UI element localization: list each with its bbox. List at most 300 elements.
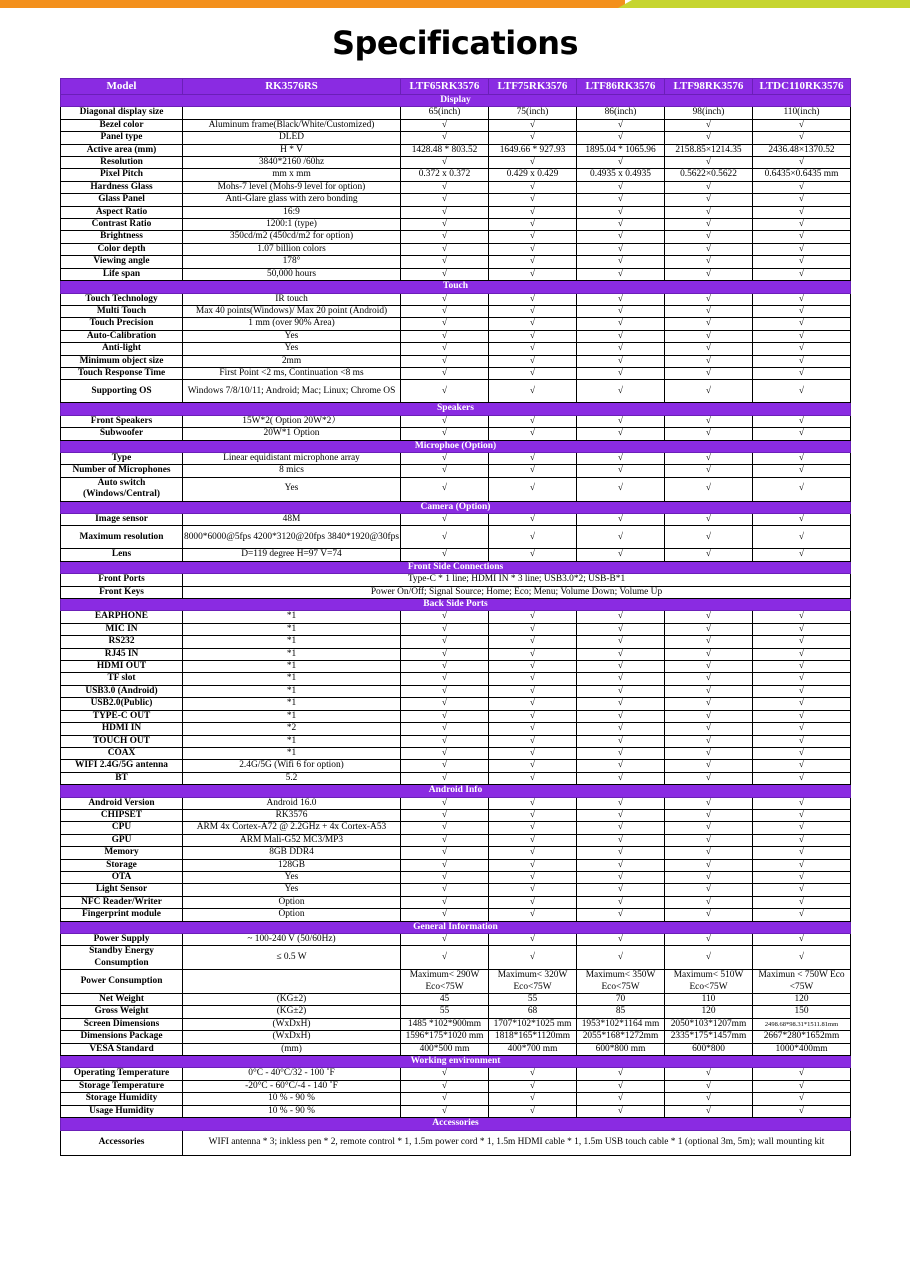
spec-label: Usage Humidity — [61, 1105, 183, 1117]
spec-model-value: √ — [753, 157, 851, 169]
spec-row — [61, 169, 851, 181]
spec-row — [61, 477, 851, 501]
spec-model-value: 1953*102*1164 mm — [577, 1018, 665, 1030]
spec-label: WIFI 2.4G/5G antenna — [61, 760, 183, 772]
spec-common-value: ~ 100-240 V (50/60Hz) — [183, 934, 401, 946]
spec-model-value: √ — [577, 909, 665, 921]
spec-common-value: *1 — [183, 710, 401, 722]
spec-row — [61, 380, 851, 403]
spec-model-value: √ — [401, 330, 489, 342]
spec-row — [61, 909, 851, 921]
spec-model-value: √ — [753, 1105, 851, 1117]
spec-common-value: IR touch — [183, 293, 401, 305]
spec-row — [61, 1018, 851, 1030]
spec-row — [61, 574, 851, 586]
spec-common-value — [183, 107, 401, 119]
spec-model-value: √ — [401, 1080, 489, 1092]
spec-row — [61, 797, 851, 809]
spec-row — [61, 934, 851, 946]
spec-model-value: √ — [577, 871, 665, 883]
spec-label: Touch Precision — [61, 318, 183, 330]
spec-model-value: √ — [577, 415, 665, 427]
spec-label: CHIPSET — [61, 809, 183, 821]
spec-model-value: √ — [753, 355, 851, 367]
spec-row — [61, 256, 851, 268]
spec-model-value: √ — [753, 661, 851, 673]
spec-row — [61, 549, 851, 561]
spec-common-value: Aluminum frame(Black/White/Customized) — [183, 119, 401, 131]
spec-common-value: D=119 degree H=97 V=74 — [183, 549, 401, 561]
spec-model-value: √ — [401, 623, 489, 635]
spec-model-value: √ — [401, 909, 489, 921]
spec-row — [61, 772, 851, 784]
spec-row — [61, 611, 851, 623]
spec-row — [61, 144, 851, 156]
spec-model-value: √ — [401, 772, 489, 784]
spec-label: Life span — [61, 268, 183, 280]
spec-model-value: √ — [489, 243, 577, 255]
spec-row — [61, 452, 851, 464]
spec-model-value: √ — [577, 1080, 665, 1092]
spec-model-value: √ — [753, 636, 851, 648]
spec-model-value: √ — [489, 119, 577, 131]
spec-model-value: √ — [577, 452, 665, 464]
spec-model-value: √ — [753, 896, 851, 908]
spec-model-value: √ — [753, 710, 851, 722]
top-accent-green — [618, 0, 910, 8]
spec-common-value: 1200:1 (type) — [183, 219, 401, 231]
spec-model-value: √ — [577, 1105, 665, 1117]
spec-row — [61, 586, 851, 598]
spec-model-value: √ — [665, 946, 753, 970]
spec-model-value: 55 — [401, 1006, 489, 1018]
spec-model-value: √ — [489, 132, 577, 144]
spec-model-value: √ — [489, 293, 577, 305]
spec-model-value: 120 — [753, 994, 851, 1006]
spec-row — [61, 847, 851, 859]
spec-model-value: √ — [665, 367, 753, 379]
spec-model-value: √ — [577, 465, 665, 477]
spec-common-value: Yes — [183, 884, 401, 896]
spec-model-value: √ — [489, 884, 577, 896]
spec-model-value: 0.372 x 0.372 — [401, 169, 489, 181]
spec-model-value: √ — [753, 909, 851, 921]
spec-model-value: √ — [489, 514, 577, 526]
spec-model-value: √ — [401, 884, 489, 896]
spec-row — [61, 219, 851, 231]
spec-common-value: H * V — [183, 144, 401, 156]
spec-model-value: √ — [753, 380, 851, 403]
spec-model-value: √ — [489, 157, 577, 169]
spec-model-value: √ — [489, 355, 577, 367]
spec-model-value: √ — [577, 636, 665, 648]
spec-model-value: √ — [665, 1080, 753, 1092]
spec-row — [61, 760, 851, 772]
spec-model-value: 110(inch) — [753, 107, 851, 119]
spec-model-value: √ — [665, 636, 753, 648]
spec-model-value: √ — [401, 859, 489, 871]
spec-model-value: 0.429 x 0.429 — [489, 169, 577, 181]
spec-label: Dimensions Package — [61, 1031, 183, 1043]
spec-model-value: √ — [401, 343, 489, 355]
spec-model-value: √ — [665, 256, 753, 268]
spec-model-value: Maximun < 750W Eco <75W — [753, 970, 851, 994]
spec-model-value: √ — [401, 181, 489, 193]
spec-label: Memory — [61, 847, 183, 859]
spec-common-value: 1.07 billion colors — [183, 243, 401, 255]
spec-model-value: √ — [401, 636, 489, 648]
spec-model-value: √ — [753, 243, 851, 255]
spec-model-value: √ — [489, 760, 577, 772]
spec-model-value: √ — [753, 318, 851, 330]
spec-model-value: √ — [753, 735, 851, 747]
header-column: LTF86RK3576 — [577, 79, 665, 95]
spec-model-value: √ — [753, 809, 851, 821]
spec-model-value: √ — [401, 946, 489, 970]
spec-common-value: 178° — [183, 256, 401, 268]
spec-row — [61, 157, 851, 169]
spec-model-value: √ — [753, 367, 851, 379]
spec-model-value: √ — [489, 673, 577, 685]
spec-common-value: 10 % - 90 % — [183, 1093, 401, 1105]
spec-row — [61, 268, 851, 280]
spec-model-value: 1895.04 * 1065.96 — [577, 144, 665, 156]
spec-label: Front Ports — [61, 574, 183, 586]
spec-model-value: √ — [665, 330, 753, 342]
spec-model-value: 1000*400mm — [753, 1043, 851, 1055]
header-column: LTF65RK3576 — [401, 79, 489, 95]
spec-model-value: √ — [489, 623, 577, 635]
spec-model-value: √ — [665, 318, 753, 330]
spec-label: Viewing angle — [61, 256, 183, 268]
spec-model-value: √ — [665, 934, 753, 946]
spec-common-value: Yes — [183, 330, 401, 342]
spec-model-value: √ — [577, 428, 665, 440]
spec-model-value: √ — [577, 661, 665, 673]
spec-model-value: √ — [489, 859, 577, 871]
spec-common-value: 0°C - 40°C/32 - 100 ˚F — [183, 1068, 401, 1080]
spec-model-value: √ — [577, 343, 665, 355]
spec-common-value: 2.4G/5G (Wifi 6 for option) — [183, 760, 401, 772]
spec-label: COAX — [61, 747, 183, 759]
section-title: Microphoe (Option) — [61, 440, 851, 452]
spec-model-value: √ — [489, 648, 577, 660]
spec-model-value: √ — [489, 343, 577, 355]
top-accent-bar — [0, 0, 910, 8]
section-header-row — [61, 785, 851, 797]
spec-model-value: √ — [665, 514, 753, 526]
spec-model-value: √ — [753, 1093, 851, 1105]
spec-model-value: √ — [753, 723, 851, 735]
spec-common-value: mm x mm — [183, 169, 401, 181]
spec-common-value: (mm) — [183, 1043, 401, 1055]
spec-model-value: √ — [401, 698, 489, 710]
spec-common-value: ≤ 0.5 W — [183, 946, 401, 970]
spec-common-value: *1 — [183, 747, 401, 759]
spec-row — [61, 648, 851, 660]
spec-model-value: √ — [753, 132, 851, 144]
spec-row — [61, 822, 851, 834]
spec-common-value: (KG±2) — [183, 1006, 401, 1018]
spec-model-value: √ — [665, 772, 753, 784]
spec-row — [61, 747, 851, 759]
spec-model-value: √ — [489, 611, 577, 623]
spec-model-value: √ — [665, 206, 753, 218]
spec-model-value: 400*700 mm — [489, 1043, 577, 1055]
spec-model-value: √ — [753, 549, 851, 561]
spec-common-value: Yes — [183, 871, 401, 883]
spec-label: NFC Reader/Writer — [61, 896, 183, 908]
section-header-row — [61, 440, 851, 452]
spec-model-value: √ — [577, 268, 665, 280]
spec-common-value: -20°C - 60°C/-4 - 140 ˚F — [183, 1080, 401, 1092]
spec-row — [61, 1105, 851, 1117]
spec-model-value: 45 — [401, 994, 489, 1006]
spec-label: Touch Technology — [61, 293, 183, 305]
spec-model-value: 110 — [665, 994, 753, 1006]
spec-model-value: √ — [665, 549, 753, 561]
spec-model-value: √ — [577, 206, 665, 218]
spec-model-value: √ — [401, 465, 489, 477]
spec-model-value: √ — [665, 477, 753, 501]
spec-model-value: √ — [665, 661, 753, 673]
spec-model-value: √ — [665, 157, 753, 169]
spec-model-value: 68 — [489, 1006, 577, 1018]
spec-common-value: *1 — [183, 661, 401, 673]
spec-model-value: √ — [401, 452, 489, 464]
spec-model-value: √ — [753, 611, 851, 623]
spec-model-value: √ — [753, 343, 851, 355]
spec-row — [61, 698, 851, 710]
spec-model-value: √ — [665, 219, 753, 231]
spec-label: USB3.0 (Android) — [61, 685, 183, 697]
spec-row — [61, 206, 851, 218]
spec-model-value: √ — [489, 871, 577, 883]
spec-label: RJ45 IN — [61, 648, 183, 660]
spec-label: Number of Microphones — [61, 465, 183, 477]
spec-label: Screen Dimensions — [61, 1018, 183, 1030]
spec-model-value: √ — [577, 231, 665, 243]
section-header-row — [61, 501, 851, 513]
spec-model-value: √ — [489, 415, 577, 427]
spec-model-value: √ — [401, 428, 489, 440]
spec-label: Glass Panel — [61, 194, 183, 206]
spec-model-value: √ — [577, 243, 665, 255]
spec-model-value: √ — [489, 847, 577, 859]
spec-model-value: √ — [577, 809, 665, 821]
spec-model-value: √ — [577, 330, 665, 342]
spec-model-value: Maximum< 350W Eco<75W — [577, 970, 665, 994]
spec-model-value: √ — [489, 380, 577, 403]
spec-model-value: √ — [753, 477, 851, 501]
spec-model-value: √ — [577, 834, 665, 846]
spec-model-value: √ — [753, 219, 851, 231]
spec-common-value: Option — [183, 909, 401, 921]
spec-model-value: 2055*168*1272mm — [577, 1031, 665, 1043]
spec-model-value: √ — [665, 343, 753, 355]
spec-label: Storage Humidity — [61, 1093, 183, 1105]
spec-table — [60, 78, 851, 1156]
header-column: LTF75RK3576 — [489, 79, 577, 95]
spec-model-value: 2498.68*98.31*1511.81mm — [753, 1018, 851, 1030]
spec-model-value: √ — [577, 648, 665, 660]
spec-model-value: √ — [665, 809, 753, 821]
spec-common-value: 128GB — [183, 859, 401, 871]
spec-model-value: √ — [665, 909, 753, 921]
spec-label: Power Supply — [61, 934, 183, 946]
header-model: Model — [61, 79, 183, 95]
spec-model-value: √ — [753, 465, 851, 477]
header-column: LTDC110RK3576 — [753, 79, 851, 95]
spec-model-value: √ — [665, 415, 753, 427]
spec-label: Color depth — [61, 243, 183, 255]
spec-model-value: 1596*175*1020 mm — [401, 1031, 489, 1043]
spec-model-value: 65(inch) — [401, 107, 489, 119]
spec-model-value: √ — [665, 268, 753, 280]
spec-label: Brightness — [61, 231, 183, 243]
spec-common-value: 15W*2( Option 20W*2） — [183, 415, 401, 427]
spec-model-value: √ — [577, 710, 665, 722]
spec-row — [61, 884, 851, 896]
section-header-row — [61, 921, 851, 933]
spec-label: Type — [61, 452, 183, 464]
spec-model-value: √ — [753, 685, 851, 697]
spec-common-value: Mohs-7 level (Mohs-9 level for option) — [183, 181, 401, 193]
spec-label: Lens — [61, 549, 183, 561]
spec-label: Front Speakers — [61, 415, 183, 427]
spec-model-value: √ — [489, 685, 577, 697]
spec-model-value: √ — [753, 648, 851, 660]
spec-model-value: 0.5622×0.5622 — [665, 169, 753, 181]
spec-row — [61, 735, 851, 747]
spec-model-value: √ — [577, 934, 665, 946]
spec-model-value: √ — [753, 797, 851, 809]
section-header-row — [61, 1118, 851, 1130]
spec-label: Android Version — [61, 797, 183, 809]
spec-model-value: √ — [753, 452, 851, 464]
spec-model-value: √ — [401, 231, 489, 243]
spec-model-value: √ — [401, 243, 489, 255]
spec-model-value: √ — [489, 710, 577, 722]
spec-model-value: √ — [665, 710, 753, 722]
spec-model-value: √ — [401, 747, 489, 759]
spec-model-value: √ — [665, 847, 753, 859]
spec-model-value: √ — [665, 293, 753, 305]
spec-model-value: √ — [577, 318, 665, 330]
spec-model-value: √ — [753, 256, 851, 268]
spec-model-value: √ — [753, 268, 851, 280]
spec-model-value: √ — [753, 428, 851, 440]
spec-common-value: 1 mm (over 90% Area) — [183, 318, 401, 330]
spec-model-value: √ — [489, 797, 577, 809]
spec-model-value: √ — [665, 673, 753, 685]
spec-model-value: √ — [489, 477, 577, 501]
spec-model-value: √ — [489, 636, 577, 648]
spec-model-value: √ — [577, 514, 665, 526]
spec-model-value: √ — [665, 194, 753, 206]
spec-model-value: √ — [753, 194, 851, 206]
spec-model-value: √ — [753, 514, 851, 526]
spec-row — [61, 896, 851, 908]
spec-model-value: √ — [577, 380, 665, 403]
spec-common-value: (KG±2) — [183, 994, 401, 1006]
spec-model-value: √ — [577, 797, 665, 809]
spec-model-value: √ — [401, 477, 489, 501]
spec-model-value: 85 — [577, 1006, 665, 1018]
spec-model-value: 1485 *102*900mm — [401, 1018, 489, 1030]
spec-label: TYPE-C OUT — [61, 710, 183, 722]
spec-common-value: 350cd/m2 (450cd/m2 for option) — [183, 231, 401, 243]
section-title: Accessories — [61, 1118, 851, 1130]
spec-model-value: √ — [665, 119, 753, 131]
spec-model-value: √ — [577, 760, 665, 772]
spec-model-value: √ — [489, 268, 577, 280]
spec-model-value: √ — [401, 611, 489, 623]
spec-common-value: First Point <2 ms, Continuation <8 ms — [183, 367, 401, 379]
spec-model-value: √ — [753, 206, 851, 218]
spec-label: Auto-Calibration — [61, 330, 183, 342]
spec-model-value: 150 — [753, 1006, 851, 1018]
spec-model-value: √ — [401, 673, 489, 685]
spec-model-value: √ — [489, 367, 577, 379]
spec-model-value: √ — [489, 1080, 577, 1092]
spec-model-value: √ — [753, 231, 851, 243]
spec-model-value: √ — [401, 380, 489, 403]
spec-row — [61, 318, 851, 330]
spec-row — [61, 1043, 851, 1055]
spec-model-value: √ — [577, 194, 665, 206]
spec-model-value: √ — [489, 206, 577, 218]
spec-model-value: 1707*102*1025 mm — [489, 1018, 577, 1030]
spec-model-value: √ — [665, 747, 753, 759]
spec-row — [61, 194, 851, 206]
spec-model-value: 1428.48 * 803.52 — [401, 144, 489, 156]
spec-model-value: √ — [577, 526, 665, 549]
spec-model-value: √ — [577, 119, 665, 131]
spec-model-value: √ — [401, 256, 489, 268]
spec-model-value: √ — [401, 735, 489, 747]
spec-model-value: √ — [401, 549, 489, 561]
spec-row — [61, 1130, 851, 1155]
spec-model-value: √ — [577, 181, 665, 193]
spec-model-value: 600*800 — [665, 1043, 753, 1055]
spec-label: Aspect Ratio — [61, 206, 183, 218]
spec-common-value: *1 — [183, 735, 401, 747]
spec-label: Maximum resolution — [61, 526, 183, 549]
spec-model-value: √ — [489, 772, 577, 784]
spec-model-value: 75(inch) — [489, 107, 577, 119]
section-title: Back Side Ports — [61, 599, 851, 611]
spec-model-value: √ — [401, 797, 489, 809]
spec-label: RS232 — [61, 636, 183, 648]
spec-label: Panel type — [61, 132, 183, 144]
spec-common-value: Anti-Glare glass with zero bonding — [183, 194, 401, 206]
spec-model-value: √ — [401, 685, 489, 697]
spec-row — [61, 673, 851, 685]
spec-model-value: √ — [753, 822, 851, 834]
spec-label: Pixel Pitch — [61, 169, 183, 181]
spec-model-value: √ — [489, 231, 577, 243]
spec-row — [61, 330, 851, 342]
spec-model-value: √ — [489, 194, 577, 206]
spec-model-value: √ — [577, 132, 665, 144]
spec-model-value: √ — [489, 1093, 577, 1105]
spec-model-value: 2050*103*1207mm — [665, 1018, 753, 1030]
spec-model-value: 0.4935 x 0.4935 — [577, 169, 665, 181]
spec-model-value: √ — [665, 305, 753, 317]
spec-label: Standby Energy Consumption — [61, 946, 183, 970]
spec-label: Storage Temperature — [61, 1080, 183, 1092]
